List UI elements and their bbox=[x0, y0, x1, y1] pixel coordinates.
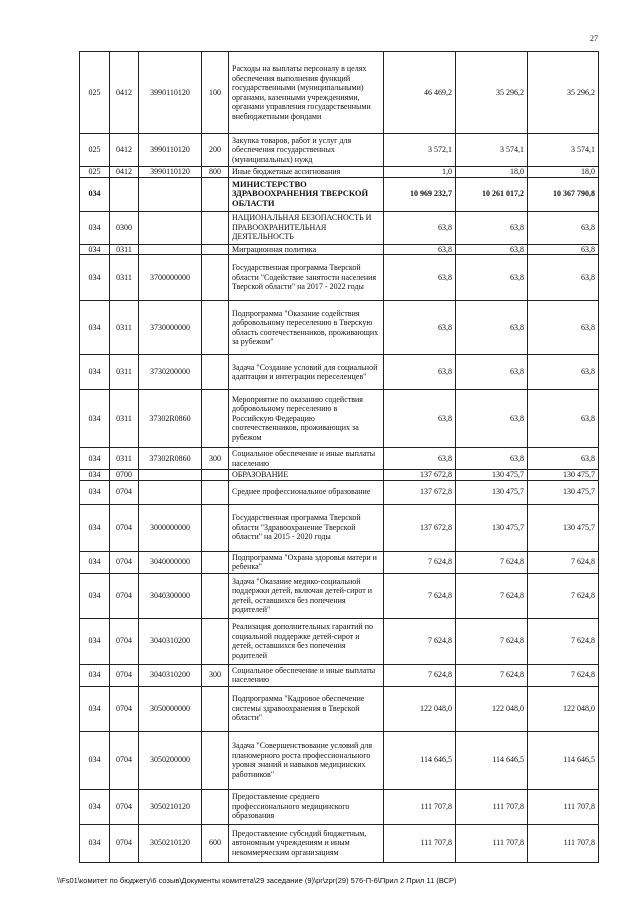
cell-expense-type bbox=[202, 255, 229, 301]
cell-expense-type: 800 bbox=[202, 167, 229, 178]
cell-amount-year-3: 111 707,8 bbox=[528, 789, 599, 824]
cell-amount-year-3: 63,8 bbox=[528, 355, 599, 390]
cell-target-article: 3040300000 bbox=[139, 573, 202, 618]
cell-amount-year-1: 111 707,8 bbox=[384, 824, 456, 862]
cell-amount-year-2: 111 707,8 bbox=[456, 789, 528, 824]
cell-target-article: 3990110120 bbox=[139, 167, 202, 178]
cell-amount-year-1: 7 624,8 bbox=[384, 551, 456, 573]
cell-amount-year-3: 3 574,1 bbox=[528, 134, 599, 167]
cell-amount-year-2: 63,8 bbox=[456, 255, 528, 301]
cell-amount-year-1: 137 672,8 bbox=[384, 470, 456, 481]
cell-ministry-code: 034 bbox=[80, 664, 110, 686]
cell-expense-type bbox=[202, 301, 229, 355]
cell-section-code: 0704 bbox=[110, 789, 139, 824]
cell-item-name: Государственная программа Тверской области "Содействие занятости населения Тверской области" на 2017 - 2022 годы bbox=[229, 255, 384, 301]
cell-amount-year-1: 7 624,8 bbox=[384, 664, 456, 686]
cell-ministry-code: 034 bbox=[80, 789, 110, 824]
cell-amount-year-2: 7 624,8 bbox=[456, 573, 528, 618]
cell-amount-year-2: 63,8 bbox=[456, 355, 528, 390]
cell-item-name: Подпрограмма "Кадровое обеспечение системы здравоохранения в Тверской области" bbox=[229, 686, 384, 731]
cell-ministry-code: 025 bbox=[80, 167, 110, 178]
cell-section-code: 0311 bbox=[110, 301, 139, 355]
cell-item-name: НАЦИОНАЛЬНАЯ БЕЗОПАСНОСТЬ И ПРАВООХРАНИТЕЛЬНАЯ ДЕЯТЕЛЬНОСТЬ bbox=[229, 211, 384, 244]
cell-ministry-code: 034 bbox=[80, 390, 110, 448]
cell-section-code: 0311 bbox=[110, 448, 139, 470]
cell-amount-year-1: 63,8 bbox=[384, 301, 456, 355]
table-row bbox=[80, 480, 599, 504]
cell-item-name: Социальное обеспечение и иные выплаты населению bbox=[229, 664, 384, 686]
cell-amount-year-1: 46 469,2 bbox=[384, 52, 456, 134]
cell-item-name: Задача "Совершенствование условий для планомерного роста профессионального уровня знаний и навыков медицинских работников" bbox=[229, 731, 384, 789]
cell-ministry-code: 034 bbox=[80, 480, 110, 504]
cell-amount-year-1: 1,0 bbox=[384, 167, 456, 178]
cell-amount-year-2: 63,8 bbox=[456, 301, 528, 355]
cell-target-article: 3050210120 bbox=[139, 789, 202, 824]
cell-item-name: Мероприятие по оказанию содействия добровольному переселению в Российскую Федерацию соотечественников, проживающих за рубежом bbox=[229, 390, 384, 448]
cell-ministry-code: 025 bbox=[80, 134, 110, 167]
cell-amount-year-3: 18,0 bbox=[528, 167, 599, 178]
cell-amount-year-1: 114 646,5 bbox=[384, 731, 456, 789]
cell-item-name: Миграционная политика bbox=[229, 244, 384, 255]
cell-target-article bbox=[139, 480, 202, 504]
cell-amount-year-2: 63,8 bbox=[456, 244, 528, 255]
footer-file-path: \\Fs01\комитет по бюджету\6 созыв\Документы комитета\29 заседание (9)\pr\zpr(29) 576-П-6\Прил 2 Прил 11 (ВСР) bbox=[57, 876, 457, 885]
cell-item-name: Подпрограмма "Оказание содействия добровольному переселению в Тверскую область соотечественников, проживающих за рубежом" bbox=[229, 301, 384, 355]
cell-amount-year-3: 7 624,8 bbox=[528, 551, 599, 573]
cell-ministry-code: 034 bbox=[80, 573, 110, 618]
cell-target-article: 3050200000 bbox=[139, 731, 202, 789]
cell-item-name: Задача "Создание условий для социальной адаптации и интеграции переселенцев" bbox=[229, 355, 384, 390]
cell-ministry-code: 034 bbox=[80, 355, 110, 390]
cell-amount-year-2: 35 296,2 bbox=[456, 52, 528, 134]
cell-section-code: 0311 bbox=[110, 390, 139, 448]
cell-section-code bbox=[110, 177, 139, 211]
table-row bbox=[80, 301, 599, 355]
cell-amount-year-1: 63,8 bbox=[384, 448, 456, 470]
cell-expense-type: 200 bbox=[202, 134, 229, 167]
table-row bbox=[80, 355, 599, 390]
cell-target-article: 3040310200 bbox=[139, 618, 202, 664]
cell-expense-type: 300 bbox=[202, 448, 229, 470]
cell-amount-year-3: 130 475,7 bbox=[528, 504, 599, 551]
cell-section-code: 0311 bbox=[110, 255, 139, 301]
table-row bbox=[80, 255, 599, 301]
cell-ministry-code: 034 bbox=[80, 618, 110, 664]
cell-ministry-code: 034 bbox=[80, 211, 110, 244]
cell-amount-year-1: 7 624,8 bbox=[384, 573, 456, 618]
cell-amount-year-3: 130 475,7 bbox=[528, 470, 599, 481]
cell-amount-year-1: 63,8 bbox=[384, 355, 456, 390]
cell-expense-type bbox=[202, 355, 229, 390]
cell-ministry-code: 034 bbox=[80, 470, 110, 481]
cell-ministry-code: 034 bbox=[80, 244, 110, 255]
cell-ministry-code: 034 bbox=[80, 504, 110, 551]
cell-amount-year-3: 7 624,8 bbox=[528, 573, 599, 618]
cell-amount-year-3: 111 707,8 bbox=[528, 824, 599, 862]
budget-table bbox=[79, 51, 599, 863]
cell-ministry-code: 034 bbox=[80, 686, 110, 731]
cell-ministry-code: 034 bbox=[80, 301, 110, 355]
cell-expense-type: 100 bbox=[202, 52, 229, 134]
cell-item-name: Реализация дополнительных гарантий по социальной поддержке детей-сирот и детей, оставшихся без попечения родителей bbox=[229, 618, 384, 664]
table-row bbox=[80, 448, 599, 470]
cell-amount-year-1: 63,8 bbox=[384, 211, 456, 244]
cell-target-article: 3730200000 bbox=[139, 355, 202, 390]
cell-item-name: Предоставление среднего профессионального медицинского образования bbox=[229, 789, 384, 824]
cell-amount-year-3: 7 624,8 bbox=[528, 664, 599, 686]
cell-amount-year-3: 7 624,8 bbox=[528, 618, 599, 664]
table-row bbox=[80, 470, 599, 481]
cell-amount-year-3: 10 367 790,8 bbox=[528, 177, 599, 211]
cell-expense-type bbox=[202, 390, 229, 448]
cell-amount-year-3: 122 048,0 bbox=[528, 686, 599, 731]
cell-amount-year-2: 130 475,7 bbox=[456, 480, 528, 504]
cell-amount-year-2: 114 646,5 bbox=[456, 731, 528, 789]
table-row bbox=[80, 686, 599, 731]
cell-ministry-code: 034 bbox=[80, 255, 110, 301]
cell-target-article: 37302R0860 bbox=[139, 390, 202, 448]
cell-target-article bbox=[139, 244, 202, 255]
cell-amount-year-1: 7 624,8 bbox=[384, 618, 456, 664]
cell-section-code: 0704 bbox=[110, 731, 139, 789]
cell-target-article: 3730000000 bbox=[139, 301, 202, 355]
cell-item-name: Закупка товаров, работ и услуг для обеспечения государственных (муниципальных) нужд bbox=[229, 134, 384, 167]
cell-expense-type bbox=[202, 504, 229, 551]
cell-ministry-code: 034 bbox=[80, 731, 110, 789]
cell-amount-year-3: 114 646,5 bbox=[528, 731, 599, 789]
cell-amount-year-2: 7 624,8 bbox=[456, 551, 528, 573]
cell-amount-year-1: 10 969 232,7 bbox=[384, 177, 456, 211]
cell-amount-year-2: 122 048,0 bbox=[456, 686, 528, 731]
cell-amount-year-2: 63,8 bbox=[456, 448, 528, 470]
cell-item-name: Социальное обеспечение и иные выплаты населению bbox=[229, 448, 384, 470]
cell-section-code: 0704 bbox=[110, 618, 139, 664]
cell-section-code: 0412 bbox=[110, 134, 139, 167]
cell-section-code: 0412 bbox=[110, 167, 139, 178]
cell-expense-type bbox=[202, 177, 229, 211]
table-row bbox=[80, 390, 599, 448]
cell-amount-year-3: 130 475,7 bbox=[528, 480, 599, 504]
cell-amount-year-1: 111 707,8 bbox=[384, 789, 456, 824]
table-row bbox=[80, 664, 599, 686]
cell-target-article: 3990110120 bbox=[139, 134, 202, 167]
cell-section-code: 0700 bbox=[110, 470, 139, 481]
cell-amount-year-3: 63,8 bbox=[528, 301, 599, 355]
cell-expense-type bbox=[202, 480, 229, 504]
table-row bbox=[80, 731, 599, 789]
cell-ministry-code: 034 bbox=[80, 824, 110, 862]
table-row bbox=[80, 824, 599, 862]
cell-amount-year-2: 7 624,8 bbox=[456, 664, 528, 686]
cell-target-article bbox=[139, 211, 202, 244]
cell-target-article bbox=[139, 470, 202, 481]
table-row bbox=[80, 573, 599, 618]
table-row bbox=[80, 504, 599, 551]
cell-amount-year-1: 137 672,8 bbox=[384, 504, 456, 551]
cell-amount-year-3: 63,8 bbox=[528, 244, 599, 255]
cell-section-code: 0300 bbox=[110, 211, 139, 244]
cell-target-article: 3700000000 bbox=[139, 255, 202, 301]
cell-expense-type: 600 bbox=[202, 824, 229, 862]
cell-section-code: 0704 bbox=[110, 551, 139, 573]
cell-expense-type: 300 bbox=[202, 664, 229, 686]
cell-section-code: 0311 bbox=[110, 244, 139, 255]
cell-section-code: 0704 bbox=[110, 480, 139, 504]
cell-amount-year-2: 130 475,7 bbox=[456, 470, 528, 481]
cell-section-code: 0704 bbox=[110, 664, 139, 686]
cell-amount-year-1: 3 572,1 bbox=[384, 134, 456, 167]
cell-amount-year-2: 3 574,1 bbox=[456, 134, 528, 167]
cell-expense-type bbox=[202, 470, 229, 481]
cell-item-name: Государственная программа Тверской области "Здравоохранение Тверской области" на 2015 - 2020 годы bbox=[229, 504, 384, 551]
cell-expense-type bbox=[202, 731, 229, 789]
cell-target-article: 3040310200 bbox=[139, 664, 202, 686]
cell-amount-year-2: 130 475,7 bbox=[456, 504, 528, 551]
cell-expense-type bbox=[202, 573, 229, 618]
cell-amount-year-1: 137 672,8 bbox=[384, 480, 456, 504]
cell-item-name: Расходы на выплаты персоналу в целях обеспечения выполнения функций государственными (муниципальными) органами, казенными учреждениями, органами управления государственными внебюджетными фондами bbox=[229, 52, 384, 134]
cell-ministry-code: 034 bbox=[80, 551, 110, 573]
cell-target-article: 3000000000 bbox=[139, 504, 202, 551]
cell-target-article: 3990110120 bbox=[139, 52, 202, 134]
cell-expense-type bbox=[202, 789, 229, 824]
cell-item-name: Задача "Оказание медико-социальной поддержки детей, включая детей-сирот и детей, оставшихся без попечения родителей" bbox=[229, 573, 384, 618]
table-row bbox=[80, 134, 599, 167]
table-row bbox=[80, 244, 599, 255]
table-row bbox=[80, 52, 599, 134]
cell-amount-year-3: 35 296,2 bbox=[528, 52, 599, 134]
cell-ministry-code: 025 bbox=[80, 52, 110, 134]
cell-amount-year-2: 18,0 bbox=[456, 167, 528, 178]
cell-section-code: 0704 bbox=[110, 504, 139, 551]
table-row bbox=[80, 167, 599, 178]
cell-target-article: 37302R0860 bbox=[139, 448, 202, 470]
cell-item-name: МИНИСТЕРСТВО ЗДРАВООХРАНЕНИЯ ТВЕРСКОЙ ОБЛАСТИ bbox=[229, 177, 384, 211]
cell-amount-year-3: 63,8 bbox=[528, 390, 599, 448]
cell-amount-year-1: 63,8 bbox=[384, 390, 456, 448]
cell-amount-year-3: 63,8 bbox=[528, 448, 599, 470]
cell-amount-year-2: 7 624,8 bbox=[456, 618, 528, 664]
cell-item-name: Предоставление субсидий бюджетным, автономным учреждениям и иным некоммерческим организациям bbox=[229, 824, 384, 862]
cell-section-code: 0704 bbox=[110, 824, 139, 862]
cell-amount-year-2: 63,8 bbox=[456, 390, 528, 448]
cell-section-code: 0311 bbox=[110, 355, 139, 390]
cell-expense-type bbox=[202, 211, 229, 244]
cell-section-code: 0704 bbox=[110, 573, 139, 618]
cell-amount-year-1: 63,8 bbox=[384, 244, 456, 255]
cell-target-article: 3040000000 bbox=[139, 551, 202, 573]
cell-expense-type bbox=[202, 551, 229, 573]
cell-amount-year-2: 10 261 017,2 bbox=[456, 177, 528, 211]
cell-ministry-code: 034 bbox=[80, 177, 110, 211]
cell-section-code: 0704 bbox=[110, 686, 139, 731]
cell-item-name: Подпрограмма "Охрана здоровья матери и ребенка" bbox=[229, 551, 384, 573]
table-row bbox=[80, 177, 599, 211]
cell-amount-year-3: 63,8 bbox=[528, 211, 599, 244]
cell-expense-type bbox=[202, 244, 229, 255]
table-row bbox=[80, 789, 599, 824]
cell-ministry-code: 034 bbox=[80, 448, 110, 470]
cell-amount-year-3: 63,8 bbox=[528, 255, 599, 301]
page-number: 27 bbox=[590, 34, 598, 43]
cell-amount-year-1: 122 048,0 bbox=[384, 686, 456, 731]
cell-amount-year-2: 111 707,8 bbox=[456, 824, 528, 862]
cell-item-name: Иные бюджетные ассигнования bbox=[229, 167, 384, 178]
cell-target-article: 3050000000 bbox=[139, 686, 202, 731]
table-row bbox=[80, 551, 599, 573]
cell-item-name: Среднее профессиональное образование bbox=[229, 480, 384, 504]
cell-section-code: 0412 bbox=[110, 52, 139, 134]
cell-amount-year-2: 63,8 bbox=[456, 211, 528, 244]
cell-amount-year-1: 63,8 bbox=[384, 255, 456, 301]
cell-item-name: ОБРАЗОВАНИЕ bbox=[229, 470, 384, 481]
table-row bbox=[80, 211, 599, 244]
cell-expense-type bbox=[202, 686, 229, 731]
table-row bbox=[80, 618, 599, 664]
cell-target-article bbox=[139, 177, 202, 211]
cell-expense-type bbox=[202, 618, 229, 664]
cell-target-article: 3050210120 bbox=[139, 824, 202, 862]
